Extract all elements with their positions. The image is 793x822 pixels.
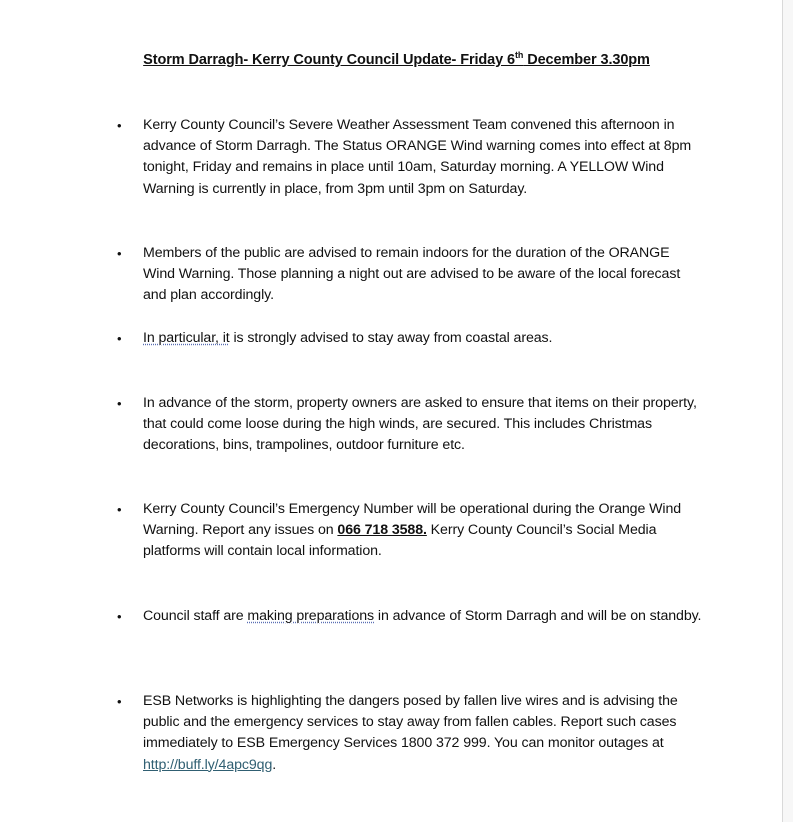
page-edge-divider: [782, 0, 793, 822]
bullet-icon: •: [117, 694, 122, 709]
title-superscript: th: [515, 50, 524, 61]
outages-link[interactable]: http://buff.ly/4apc9qg: [143, 756, 273, 773]
spellcheck-flagged-text[interactable]: making preparations: [247, 608, 375, 624]
bullet-text: Kerry County Council’s Severe Weather Assessment Team convened this afternoon in advance of Storm Darragh. The Status ORANGE Wind warning comes into effect at 8pm tonight, Friday and remains in place until 10am, Saturday morning. A YELLOW Wind Warning is currently in place, from 3pm until 3pm on Saturday.: [143, 117, 692, 197]
bullet-icon: •: [117, 396, 122, 411]
bullet-text-before: ESB Networks is highlighting the dangers posed by fallen live wires and is advising the public and the emergency services to stay away from fallen cables. Report such cases immediately to ESB Emergency Services 1800 372 999. You can monitor outages at: [143, 693, 678, 752]
emergency-phone-number: 066 718 3588.: [337, 522, 427, 539]
bullet-text: [143, 328, 703, 349]
bullet-text-after: .: [272, 756, 277, 773]
bullet-text: [143, 499, 703, 563]
bullet-text-before: Council staff are: [143, 608, 248, 624]
bullet-icon: •: [117, 502, 122, 517]
bullet-text: Members of the public are advised to remain indoors for the duration of the ORANGE Wind Warning. Those planning a night out are advised to be aware of the local forecast and plan accordingly.: [143, 245, 681, 304]
bullet-text-after: Kerry County Council’s Social Media platforms will contain local information.: [143, 522, 657, 560]
title-suffix: December 3.30pm: [523, 52, 650, 68]
bullet-icon: •: [117, 118, 122, 133]
bullet-text: [143, 691, 703, 776]
bullet-text-before: Kerry County Council’s Emergency Number will be operational during the Orange Wind Warning. Report any issues on: [143, 501, 682, 539]
bullet-text-after: in advance of Storm Darragh and will be on standby.: [374, 608, 702, 624]
bullet-text: [143, 606, 703, 627]
bullet-icon: •: [117, 609, 122, 624]
spellcheck-flagged-text[interactable]: In particular, it: [143, 330, 230, 346]
bullet-text-rest: is strongly advised to stay away from coastal areas.: [229, 330, 553, 346]
title-text: [143, 52, 650, 68]
document-title: [0, 52, 793, 68]
title-prefix: Storm Darragh- Kerry County Council Update- Friday 6: [143, 52, 515, 68]
bullet-icon: •: [117, 331, 122, 346]
bullet-text: In advance of the storm, property owners are asked to ensure that items on their property, that could come loose during the high winds, are secured. This includes Christmas decorations, bins, trampolines, outdoor furniture etc.: [143, 395, 697, 454]
bullet-icon: •: [117, 246, 122, 261]
